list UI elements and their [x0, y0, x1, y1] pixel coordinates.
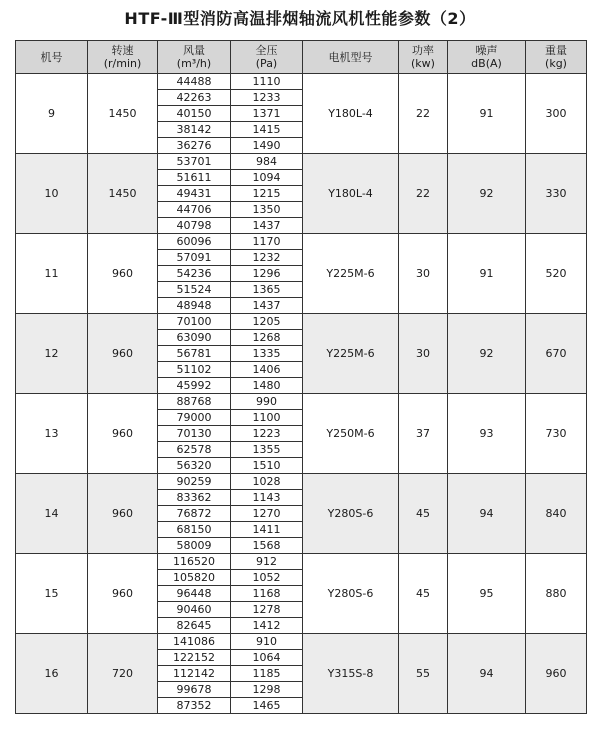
cell-motor: Y250M-6	[303, 394, 399, 474]
table-row	[16, 314, 587, 330]
cell-airflow: 122152	[158, 650, 231, 666]
cell-pressure: 1355	[231, 442, 303, 458]
cell-noise: 92	[448, 314, 526, 394]
cell-weight: 880	[526, 554, 587, 634]
table-row	[16, 74, 587, 90]
cell-pressure: 1215	[231, 186, 303, 202]
cell-airflow: 51524	[158, 282, 231, 298]
cell-airflow: 38142	[158, 122, 231, 138]
cell-model-no: 9	[16, 74, 88, 154]
cell-power: 55	[399, 634, 448, 714]
cell-airflow: 49431	[158, 186, 231, 202]
cell-airflow: 40798	[158, 218, 231, 234]
fan-group	[16, 154, 587, 234]
cell-pressure: 1490	[231, 138, 303, 154]
cell-power: 22	[399, 74, 448, 154]
cell-weight: 330	[526, 154, 587, 234]
cell-motor: Y180L-4	[303, 154, 399, 234]
cell-airflow: 141086	[158, 634, 231, 650]
cell-airflow: 40150	[158, 106, 231, 122]
cell-pressure: 1437	[231, 218, 303, 234]
cell-pressure: 1268	[231, 330, 303, 346]
fan-group	[16, 74, 587, 154]
header-row	[16, 41, 587, 74]
cell-speed: 1450	[88, 154, 158, 234]
cell-pressure: 990	[231, 394, 303, 410]
cell-pressure: 910	[231, 634, 303, 650]
cell-motor: Y315S-8	[303, 634, 399, 714]
cell-power: 22	[399, 154, 448, 234]
cell-pressure: 1412	[231, 618, 303, 634]
cell-airflow: 42263	[158, 90, 231, 106]
cell-motor: Y180L-4	[303, 74, 399, 154]
header-weight: 重量 (kg)	[526, 41, 587, 74]
fan-group	[16, 314, 587, 394]
cell-pressure: 1480	[231, 378, 303, 394]
cell-model-no: 16	[16, 634, 88, 714]
cell-weight: 840	[526, 474, 587, 554]
cell-noise: 91	[448, 234, 526, 314]
cell-pressure: 1437	[231, 298, 303, 314]
cell-pressure: 912	[231, 554, 303, 570]
fan-group	[16, 474, 587, 554]
cell-model-no: 12	[16, 314, 88, 394]
cell-pressure: 1406	[231, 362, 303, 378]
header-power: 功率 (kw)	[399, 41, 448, 74]
cell-airflow: 36276	[158, 138, 231, 154]
cell-model-no: 10	[16, 154, 88, 234]
cell-model-no: 15	[16, 554, 88, 634]
cell-weight: 960	[526, 634, 587, 714]
cell-airflow: 54236	[158, 266, 231, 282]
cell-airflow: 48948	[158, 298, 231, 314]
cell-airflow: 87352	[158, 698, 231, 714]
cell-noise: 92	[448, 154, 526, 234]
cell-speed: 960	[88, 314, 158, 394]
cell-airflow: 63090	[158, 330, 231, 346]
cell-airflow: 99678	[158, 682, 231, 698]
table-row	[16, 554, 587, 570]
cell-airflow: 68150	[158, 522, 231, 538]
cell-pressure: 1028	[231, 474, 303, 490]
cell-power: 37	[399, 394, 448, 474]
cell-power: 45	[399, 474, 448, 554]
cell-pressure: 1465	[231, 698, 303, 714]
cell-speed: 960	[88, 394, 158, 474]
cell-pressure: 1143	[231, 490, 303, 506]
cell-airflow: 60096	[158, 234, 231, 250]
cell-pressure: 1350	[231, 202, 303, 218]
cell-pressure: 1296	[231, 266, 303, 282]
cell-speed: 960	[88, 474, 158, 554]
cell-pressure: 1335	[231, 346, 303, 362]
cell-airflow: 44488	[158, 74, 231, 90]
header-speed: 转速 (r/min)	[88, 41, 158, 74]
cell-airflow: 51611	[158, 170, 231, 186]
cell-speed: 960	[88, 554, 158, 634]
cell-model-no: 14	[16, 474, 88, 554]
cell-weight: 300	[526, 74, 587, 154]
cell-pressure: 1411	[231, 522, 303, 538]
header-motor: 电机型号	[303, 41, 399, 74]
performance-table	[15, 40, 587, 714]
cell-airflow: 62578	[158, 442, 231, 458]
cell-airflow: 57091	[158, 250, 231, 266]
cell-airflow: 82645	[158, 618, 231, 634]
cell-pressure: 1185	[231, 666, 303, 682]
header-airflow: 风量 (m³/h)	[158, 41, 231, 74]
cell-airflow: 53701	[158, 154, 231, 170]
cell-pressure: 1094	[231, 170, 303, 186]
cell-power: 45	[399, 554, 448, 634]
cell-airflow: 116520	[158, 554, 231, 570]
cell-pressure: 1170	[231, 234, 303, 250]
header-noise: 噪声 dB(A)	[448, 41, 526, 74]
cell-speed: 720	[88, 634, 158, 714]
cell-airflow: 51102	[158, 362, 231, 378]
cell-pressure: 984	[231, 154, 303, 170]
cell-weight: 520	[526, 234, 587, 314]
cell-airflow: 56320	[158, 458, 231, 474]
cell-motor: Y225M-6	[303, 314, 399, 394]
cell-airflow: 105820	[158, 570, 231, 586]
cell-pressure: 1110	[231, 74, 303, 90]
cell-pressure: 1278	[231, 602, 303, 618]
cell-airflow: 112142	[158, 666, 231, 682]
fan-group	[16, 394, 587, 474]
cell-pressure: 1233	[231, 90, 303, 106]
cell-pressure: 1205	[231, 314, 303, 330]
cell-airflow: 90259	[158, 474, 231, 490]
cell-pressure: 1223	[231, 426, 303, 442]
cell-power: 30	[399, 234, 448, 314]
cell-pressure: 1052	[231, 570, 303, 586]
cell-airflow: 44706	[158, 202, 231, 218]
fan-group	[16, 634, 587, 714]
cell-model-no: 13	[16, 394, 88, 474]
cell-airflow: 70100	[158, 314, 231, 330]
fan-group	[16, 234, 587, 314]
cell-pressure: 1510	[231, 458, 303, 474]
cell-airflow: 56781	[158, 346, 231, 362]
cell-pressure: 1270	[231, 506, 303, 522]
cell-airflow: 76872	[158, 506, 231, 522]
cell-power: 30	[399, 314, 448, 394]
fan-group	[16, 554, 587, 634]
cell-airflow: 79000	[158, 410, 231, 426]
cell-airflow: 83362	[158, 490, 231, 506]
cell-noise: 95	[448, 554, 526, 634]
header-pressure: 全压 (Pa)	[231, 41, 303, 74]
cell-noise: 94	[448, 634, 526, 714]
table-row	[16, 234, 587, 250]
cell-airflow: 96448	[158, 586, 231, 602]
cell-motor: Y225M-6	[303, 234, 399, 314]
cell-airflow: 90460	[158, 602, 231, 618]
cell-pressure: 1415	[231, 122, 303, 138]
cell-pressure: 1232	[231, 250, 303, 266]
cell-pressure: 1365	[231, 282, 303, 298]
cell-noise: 94	[448, 474, 526, 554]
cell-pressure: 1168	[231, 586, 303, 602]
table-row	[16, 474, 587, 490]
table-row	[16, 154, 587, 170]
cell-model-no: 11	[16, 234, 88, 314]
cell-pressure: 1371	[231, 106, 303, 122]
cell-noise: 93	[448, 394, 526, 474]
cell-weight: 670	[526, 314, 587, 394]
cell-airflow: 88768	[158, 394, 231, 410]
page-title: HTF-Ⅲ型消防高温排烟轴流风机性能参数（2）	[124, 9, 476, 28]
cell-airflow: 70130	[158, 426, 231, 442]
cell-speed: 1450	[88, 74, 158, 154]
table-row	[16, 634, 587, 650]
header-model-no: 机号	[16, 41, 88, 74]
table-row	[16, 394, 587, 410]
cell-pressure: 1100	[231, 410, 303, 426]
cell-speed: 960	[88, 234, 158, 314]
cell-pressure: 1064	[231, 650, 303, 666]
cell-motor: Y280S-6	[303, 474, 399, 554]
cell-motor: Y280S-6	[303, 554, 399, 634]
cell-weight: 730	[526, 394, 587, 474]
cell-pressure: 1298	[231, 682, 303, 698]
cell-airflow: 45992	[158, 378, 231, 394]
cell-noise: 91	[448, 74, 526, 154]
cell-pressure: 1568	[231, 538, 303, 554]
cell-airflow: 58009	[158, 538, 231, 554]
